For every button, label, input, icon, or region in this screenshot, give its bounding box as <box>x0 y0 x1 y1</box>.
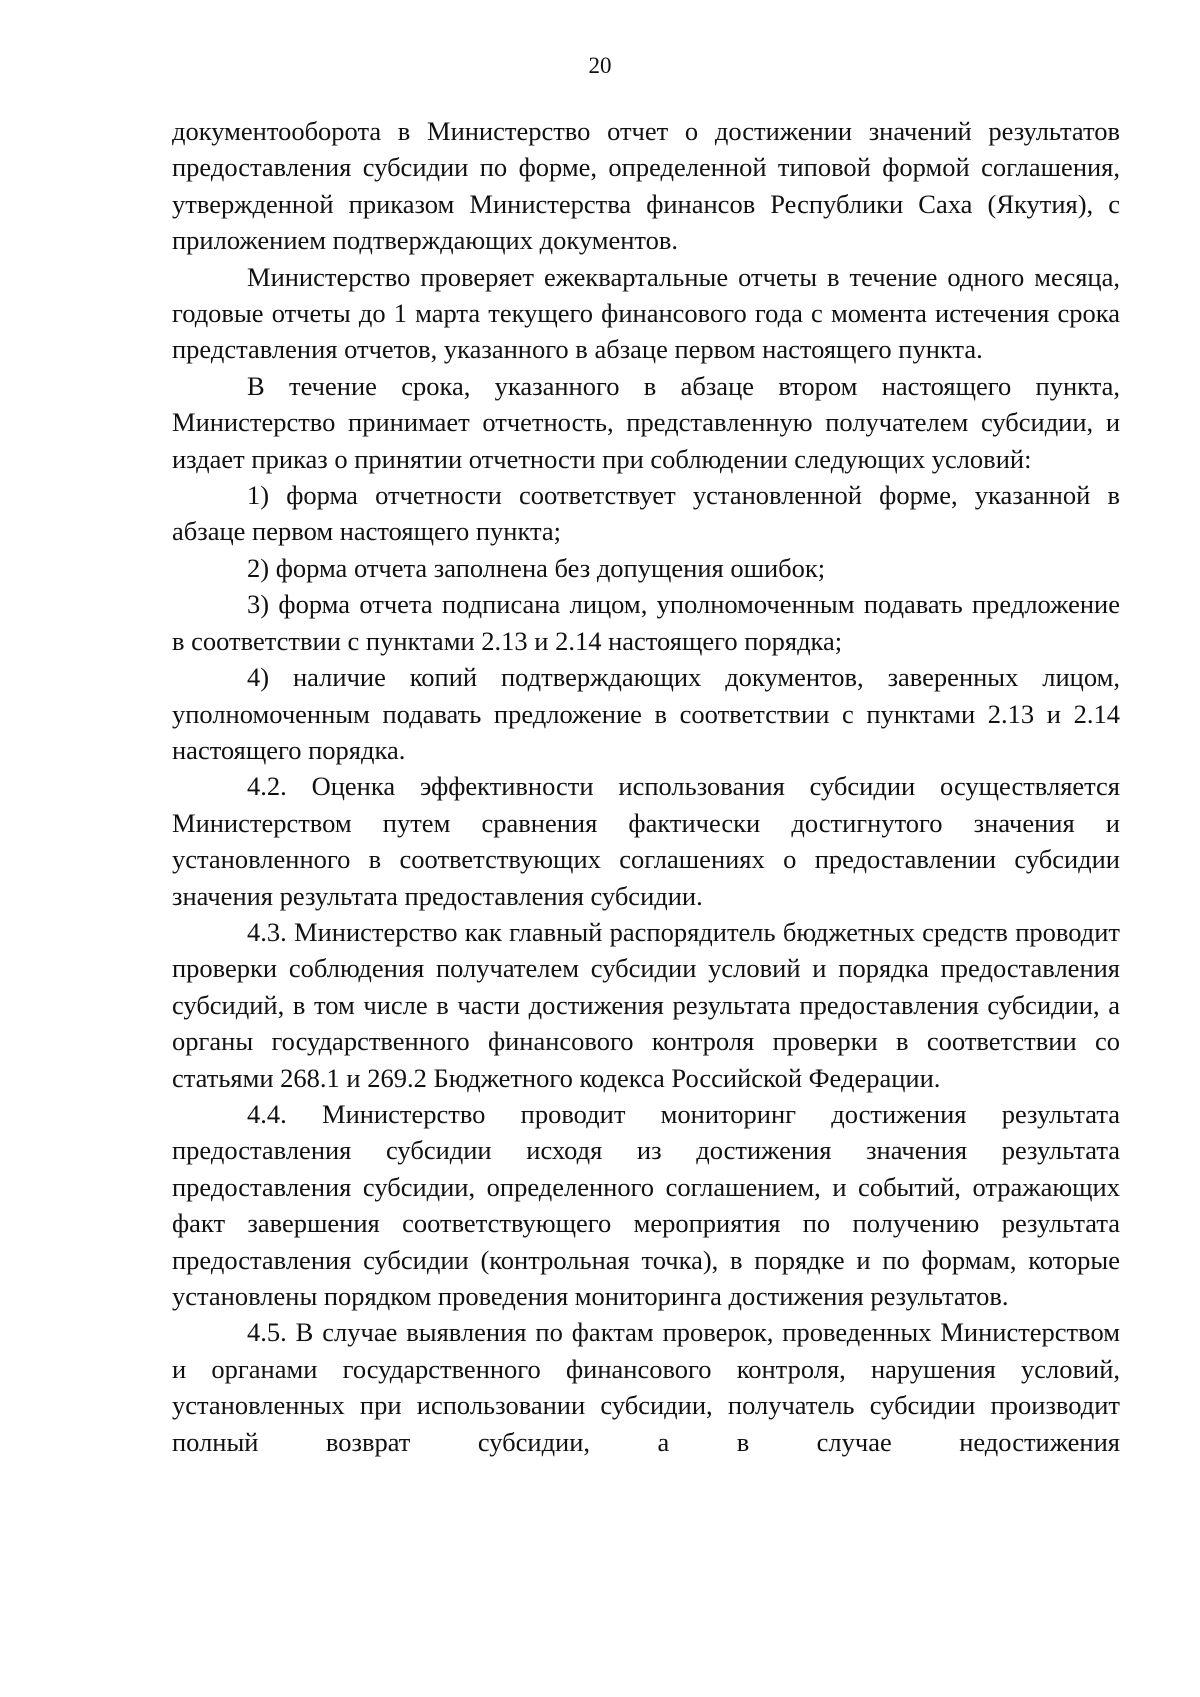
paragraph-4-4: 4.4. Министерство проводит мониторинг достижения результата предоставления субсидии исходя из достижения значения результата предоставления субсидии, определенного соглашением, и событий, отражающих факт завершения соответствующего мероприятия по получению результата предоставления субсидии (контрольная точка), в порядке и по формам, которые установлены порядком проведения мониторинга достижения результатов. <box>172 1098 1120 1311</box>
list-item-1: 1) форма отчетности соответствует установленной форме, указанной в абзаце первом настоящего пункта; <box>172 480 1120 547</box>
list-item-2: 2) форма отчета заполнена без допущения ошибок; <box>247 552 826 583</box>
document-body <box>172 113 1120 1460</box>
list-item-4: 4) наличие копий подтверждающих документов, заверенных лицом, уполномоченным подавать предложение в соответствии с пунктами 2.13 и 2.14 настоящего порядка. <box>172 662 1120 765</box>
page-number: 20 <box>588 53 612 78</box>
list-item-3: 3) форма отчета подписана лицом, уполномоченным подавать предложение в соответствии с пунктами 2.13 и 2.14 настоящего порядка; <box>172 589 1120 656</box>
paragraph-4-3: 4.3. Министерство как главный распорядитель бюджетных средств проводит проверки соблюдения получателем субсидии условий и порядка предоставления субсидий, в том числе в части достижения результата предоставления субсидии, а органы государственного финансового контроля проверки в соответствии со статьями 268.1 и 269.2 Бюджетного кодекса Российской Федерации. <box>172 916 1120 1093</box>
paragraph-acceptance-conditions: В течение срока, указанного в абзаце втором настоящего пункта, Министерство принимает отчетность, представленную получателем субсидии, и издает приказ о принятии отчетности при соблюдении следующих условий: <box>172 370 1120 474</box>
paragraph-report-review: Министерство проверяет ежеквартальные отчеты в течение одного месяца, годовые отчеты до 1 марта текущего финансового года с момента истечения срока представления отчетов, указанного в абзаце первом настоящего пункта. <box>172 261 1120 365</box>
paragraph-4-2: 4.2. Оценка эффективности использования субсидии осуществляется Министерством путем сравнения фактически достигнутого значения и установленного в соответствующих соглашениях о предоставлении субсидии значения результата предоставления субсидии. <box>172 771 1120 911</box>
paragraph-4-5: 4.5. В случае выявления по фактам проверок, проведенных Министерством и органами государственного финансового контроля, нарушения условий, установленных при использовании субсидии, получатель субсидии производит полный возврат субсидии, а в случае недостижения <box>172 1317 1120 1457</box>
paragraph-continuation: документооборота в Министерство отчет о достижении значений результатов предоставления субсидии по форме, определенной типовой формой соглашения, утвержденной приказом Министерства финансов Республики Саха (Якутия), с приложением подтверждающих документов. <box>172 116 1120 256</box>
